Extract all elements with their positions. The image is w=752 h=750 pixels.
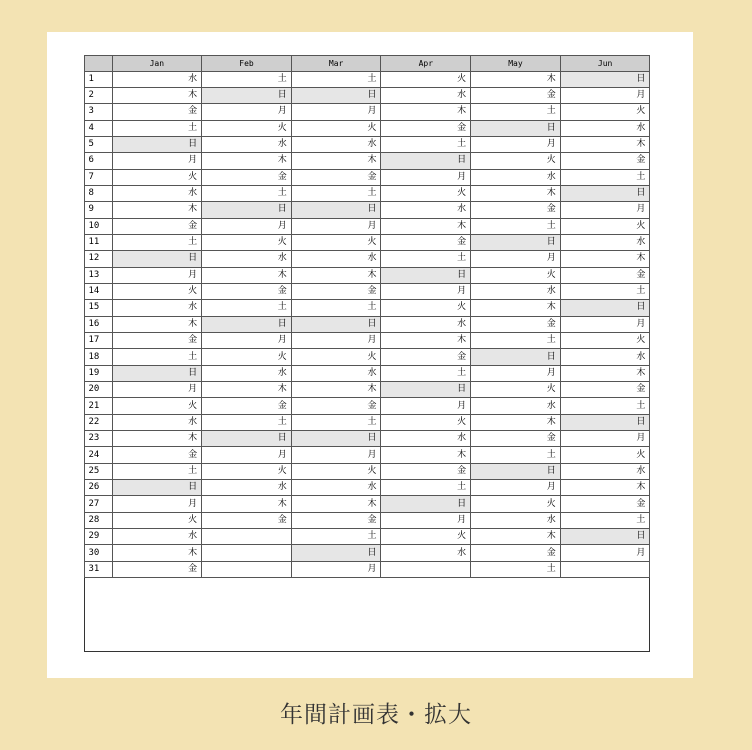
day-number: 24 — [84, 447, 112, 463]
day-number: 30 — [84, 545, 112, 561]
weekday-cell: 金 — [112, 333, 202, 349]
weekday-cell: 水 — [560, 349, 650, 365]
weekday-cell: 日 — [471, 120, 561, 136]
day-number: 17 — [84, 333, 112, 349]
weekday-cell: 水 — [112, 529, 202, 545]
day-number: 5 — [84, 136, 112, 152]
weekday-cell: 木 — [381, 333, 471, 349]
weekday-cell: 火 — [381, 300, 471, 316]
weekday-cell: 土 — [202, 185, 292, 201]
weekday-cell: 木 — [112, 316, 202, 332]
weekday-cell: 月 — [291, 104, 381, 120]
weekday-cell: 土 — [291, 300, 381, 316]
weekday-cell: 土 — [291, 185, 381, 201]
weekday-cell: 火 — [471, 153, 561, 169]
day-number: 15 — [84, 300, 112, 316]
weekday-cell: 水 — [471, 398, 561, 414]
weekday-cell: 水 — [381, 545, 471, 561]
calendar-frame — [84, 55, 650, 652]
weekday-cell: 木 — [291, 496, 381, 512]
weekday-cell: 土 — [471, 561, 561, 577]
weekday-cell: 火 — [560, 104, 650, 120]
weekday-cell: 水 — [381, 431, 471, 447]
weekday-cell: 月 — [291, 218, 381, 234]
day-number: 18 — [84, 349, 112, 365]
weekday-cell: 木 — [381, 104, 471, 120]
weekday-cell: 月 — [560, 316, 650, 332]
weekday-cell: 日 — [291, 316, 381, 332]
weekday-cell: 金 — [291, 169, 381, 185]
weekday-cell: 土 — [202, 300, 292, 316]
month-header: Jun — [560, 55, 650, 71]
weekday-cell: 金 — [560, 496, 650, 512]
weekday-cell: 日 — [471, 463, 561, 479]
weekday-cell: 木 — [471, 300, 561, 316]
day-row — [84, 169, 650, 185]
weekday-cell: 火 — [202, 234, 292, 250]
day-number: 12 — [84, 251, 112, 267]
weekday-cell: 火 — [112, 283, 202, 299]
weekday-cell: 金 — [202, 169, 292, 185]
day-row — [84, 218, 650, 234]
day-number: 2 — [84, 87, 112, 103]
day-row — [84, 267, 650, 283]
weekday-cell: 水 — [381, 316, 471, 332]
weekday-cell: 月 — [560, 202, 650, 218]
weekday-cell — [202, 561, 292, 577]
weekday-cell: 水 — [381, 202, 471, 218]
weekday-cell: 日 — [560, 71, 650, 87]
weekday-cell — [202, 545, 292, 561]
weekday-cell: 木 — [560, 365, 650, 381]
weekday-cell: 火 — [560, 447, 650, 463]
weekday-cell: 金 — [202, 283, 292, 299]
day-number: 28 — [84, 512, 112, 528]
page-caption: 年間計画表・拡大 — [280, 702, 472, 728]
annual-calendar-table — [84, 55, 651, 579]
month-header: Jan — [112, 55, 202, 71]
weekday-cell: 土 — [471, 218, 561, 234]
day-number: 25 — [84, 463, 112, 479]
weekday-cell: 金 — [112, 218, 202, 234]
weekday-cell: 月 — [291, 447, 381, 463]
day-row — [84, 349, 650, 365]
weekday-cell: 月 — [381, 283, 471, 299]
weekday-cell: 水 — [560, 463, 650, 479]
day-number: 10 — [84, 218, 112, 234]
weekday-cell: 火 — [381, 185, 471, 201]
day-row — [84, 104, 650, 120]
weekday-cell: 金 — [471, 316, 561, 332]
weekday-cell: 金 — [381, 234, 471, 250]
weekday-cell: 日 — [291, 87, 381, 103]
weekday-cell: 水 — [560, 120, 650, 136]
weekday-cell: 金 — [112, 561, 202, 577]
weekday-cell: 木 — [112, 431, 202, 447]
weekday-cell: 金 — [381, 349, 471, 365]
day-row — [84, 234, 650, 250]
weekday-cell — [560, 561, 650, 577]
month-header-row — [84, 55, 650, 71]
month-header: Mar — [291, 55, 381, 71]
weekday-cell: 木 — [112, 202, 202, 218]
weekday-cell: 土 — [112, 120, 202, 136]
weekday-cell: 水 — [471, 169, 561, 185]
calendar-sheet — [47, 32, 693, 678]
day-number: 3 — [84, 104, 112, 120]
weekday-cell: 水 — [381, 87, 471, 103]
day-number: 11 — [84, 234, 112, 250]
weekday-cell: 土 — [471, 447, 561, 463]
weekday-cell: 金 — [471, 431, 561, 447]
weekday-cell: 金 — [291, 512, 381, 528]
weekday-cell: 火 — [560, 333, 650, 349]
weekday-cell: 日 — [202, 316, 292, 332]
day-number: 29 — [84, 529, 112, 545]
weekday-cell: 水 — [112, 300, 202, 316]
day-number: 22 — [84, 414, 112, 430]
day-row — [84, 120, 650, 136]
weekday-cell: 土 — [291, 414, 381, 430]
weekday-cell: 日 — [560, 300, 650, 316]
day-row — [84, 382, 650, 398]
weekday-cell: 土 — [560, 398, 650, 414]
weekday-cell: 火 — [291, 349, 381, 365]
weekday-cell: 日 — [381, 496, 471, 512]
day-row — [84, 136, 650, 152]
weekday-cell: 月 — [471, 251, 561, 267]
weekday-cell: 水 — [291, 251, 381, 267]
day-row — [84, 529, 650, 545]
weekday-cell: 木 — [471, 529, 561, 545]
weekday-cell: 月 — [202, 333, 292, 349]
day-row — [84, 431, 650, 447]
day-row — [84, 202, 650, 218]
weekday-cell: 日 — [291, 202, 381, 218]
weekday-cell: 火 — [471, 496, 561, 512]
day-row — [84, 71, 650, 87]
weekday-cell: 土 — [560, 512, 650, 528]
weekday-cell: 金 — [471, 545, 561, 561]
day-number: 16 — [84, 316, 112, 332]
weekday-cell: 月 — [291, 561, 381, 577]
day-row — [84, 251, 650, 267]
day-number: 6 — [84, 153, 112, 169]
weekday-cell: 水 — [291, 136, 381, 152]
day-number: 23 — [84, 431, 112, 447]
weekday-cell: 月 — [112, 153, 202, 169]
weekday-cell: 水 — [291, 365, 381, 381]
weekday-cell: 木 — [471, 414, 561, 430]
weekday-cell: 日 — [381, 267, 471, 283]
weekday-cell: 金 — [202, 512, 292, 528]
weekday-cell: 木 — [560, 480, 650, 496]
weekday-cell: 月 — [202, 447, 292, 463]
weekday-cell: 木 — [202, 382, 292, 398]
weekday-cell: 土 — [202, 71, 292, 87]
weekday-cell: 月 — [560, 87, 650, 103]
day-row — [84, 365, 650, 381]
weekday-cell: 金 — [381, 120, 471, 136]
weekday-cell: 水 — [471, 283, 561, 299]
weekday-cell: 土 — [112, 463, 202, 479]
weekday-cell: 火 — [112, 398, 202, 414]
weekday-cell: 木 — [381, 218, 471, 234]
weekday-cell: 火 — [381, 71, 471, 87]
weekday-cell: 月 — [202, 218, 292, 234]
month-header: Apr — [381, 55, 471, 71]
weekday-cell: 水 — [112, 414, 202, 430]
calendar-body — [84, 71, 650, 578]
weekday-cell: 日 — [112, 251, 202, 267]
weekday-cell: 火 — [112, 512, 202, 528]
day-row — [84, 283, 650, 299]
weekday-cell: 火 — [471, 382, 561, 398]
weekday-cell: 土 — [381, 365, 471, 381]
weekday-cell: 木 — [112, 545, 202, 561]
day-row — [84, 185, 650, 201]
day-row — [84, 87, 650, 103]
day-row — [84, 545, 650, 561]
weekday-cell: 日 — [112, 480, 202, 496]
weekday-cell: 金 — [560, 153, 650, 169]
weekday-cell: 火 — [381, 529, 471, 545]
day-row — [84, 512, 650, 528]
weekday-cell: 火 — [381, 414, 471, 430]
day-number: 4 — [84, 120, 112, 136]
weekday-cell: 土 — [291, 529, 381, 545]
weekday-cell: 月 — [471, 480, 561, 496]
corner-cell — [84, 55, 112, 71]
day-number: 14 — [84, 283, 112, 299]
weekday-cell: 土 — [381, 251, 471, 267]
weekday-cell: 月 — [560, 545, 650, 561]
weekday-cell: 土 — [291, 71, 381, 87]
weekday-cell: 金 — [560, 382, 650, 398]
weekday-cell: 木 — [202, 267, 292, 283]
day-row — [84, 463, 650, 479]
month-header: May — [471, 55, 561, 71]
weekday-cell: 日 — [202, 431, 292, 447]
day-number: 7 — [84, 169, 112, 185]
weekday-cell: 金 — [291, 398, 381, 414]
weekday-cell: 火 — [202, 463, 292, 479]
weekday-cell: 土 — [202, 414, 292, 430]
weekday-cell: 月 — [381, 169, 471, 185]
weekday-cell: 土 — [471, 333, 561, 349]
day-row — [84, 316, 650, 332]
weekday-cell: 日 — [202, 87, 292, 103]
weekday-cell: 水 — [291, 480, 381, 496]
day-number: 27 — [84, 496, 112, 512]
weekday-cell: 水 — [560, 234, 650, 250]
day-number: 19 — [84, 365, 112, 381]
weekday-cell: 木 — [202, 496, 292, 512]
weekday-cell: 木 — [471, 71, 561, 87]
weekday-cell: 月 — [291, 333, 381, 349]
weekday-cell: 水 — [202, 136, 292, 152]
weekday-cell: 日 — [291, 431, 381, 447]
weekday-cell: 木 — [291, 153, 381, 169]
weekday-cell: 日 — [471, 349, 561, 365]
day-number: 1 — [84, 71, 112, 87]
weekday-cell: 金 — [112, 447, 202, 463]
day-row — [84, 300, 650, 316]
weekday-cell: 月 — [202, 104, 292, 120]
weekday-cell: 土 — [471, 104, 561, 120]
day-number: 20 — [84, 382, 112, 398]
weekday-cell: 火 — [112, 169, 202, 185]
weekday-cell: 金 — [560, 267, 650, 283]
weekday-cell: 土 — [560, 283, 650, 299]
weekday-cell: 日 — [202, 202, 292, 218]
day-row — [84, 414, 650, 430]
weekday-cell: 日 — [560, 185, 650, 201]
weekday-cell: 金 — [112, 104, 202, 120]
weekday-cell: 土 — [381, 480, 471, 496]
weekday-cell: 火 — [202, 349, 292, 365]
weekday-cell: 日 — [381, 382, 471, 398]
weekday-cell: 火 — [202, 120, 292, 136]
weekday-cell: 水 — [202, 480, 292, 496]
day-row — [84, 561, 650, 577]
day-row — [84, 447, 650, 463]
weekday-cell: 土 — [112, 349, 202, 365]
weekday-cell: 月 — [112, 496, 202, 512]
weekday-cell: 金 — [291, 283, 381, 299]
day-row — [84, 496, 650, 512]
weekday-cell: 木 — [560, 136, 650, 152]
weekday-cell: 月 — [471, 136, 561, 152]
weekday-cell: 木 — [112, 87, 202, 103]
day-row — [84, 153, 650, 169]
weekday-cell: 火 — [291, 463, 381, 479]
weekday-cell: 日 — [291, 545, 381, 561]
weekday-cell: 月 — [471, 365, 561, 381]
weekday-cell: 月 — [381, 398, 471, 414]
weekday-cell: 土 — [560, 169, 650, 185]
weekday-cell: 木 — [560, 251, 650, 267]
day-number: 8 — [84, 185, 112, 201]
day-row — [84, 333, 650, 349]
weekday-cell: 水 — [202, 251, 292, 267]
weekday-cell: 月 — [560, 431, 650, 447]
weekday-cell: 水 — [112, 185, 202, 201]
weekday-cell: 水 — [471, 512, 561, 528]
day-row — [84, 480, 650, 496]
weekday-cell: 木 — [202, 153, 292, 169]
weekday-cell: 月 — [112, 382, 202, 398]
weekday-cell: 日 — [560, 414, 650, 430]
weekday-cell: 木 — [291, 267, 381, 283]
weekday-cell: 日 — [112, 136, 202, 152]
weekday-cell: 日 — [560, 529, 650, 545]
day-number: 21 — [84, 398, 112, 414]
weekday-cell: 日 — [381, 153, 471, 169]
day-row — [84, 398, 650, 414]
weekday-cell: 火 — [471, 267, 561, 283]
weekday-cell: 金 — [471, 202, 561, 218]
weekday-cell: 木 — [381, 447, 471, 463]
weekday-cell: 木 — [291, 382, 381, 398]
weekday-cell: 月 — [381, 512, 471, 528]
weekday-cell: 水 — [112, 71, 202, 87]
day-number: 9 — [84, 202, 112, 218]
weekday-cell: 火 — [291, 234, 381, 250]
weekday-cell: 金 — [202, 398, 292, 414]
weekday-cell: 日 — [112, 365, 202, 381]
weekday-cell: 月 — [112, 267, 202, 283]
weekday-cell: 金 — [471, 87, 561, 103]
weekday-cell: 日 — [471, 234, 561, 250]
day-number: 31 — [84, 561, 112, 577]
weekday-cell — [202, 529, 292, 545]
weekday-cell: 土 — [381, 136, 471, 152]
weekday-cell: 木 — [471, 185, 561, 201]
day-number: 26 — [84, 480, 112, 496]
weekday-cell: 土 — [112, 234, 202, 250]
day-number: 13 — [84, 267, 112, 283]
weekday-cell — [381, 561, 471, 577]
month-header: Feb — [202, 55, 292, 71]
weekday-cell: 火 — [291, 120, 381, 136]
weekday-cell: 水 — [202, 365, 292, 381]
weekday-cell: 火 — [560, 218, 650, 234]
weekday-cell: 金 — [381, 463, 471, 479]
